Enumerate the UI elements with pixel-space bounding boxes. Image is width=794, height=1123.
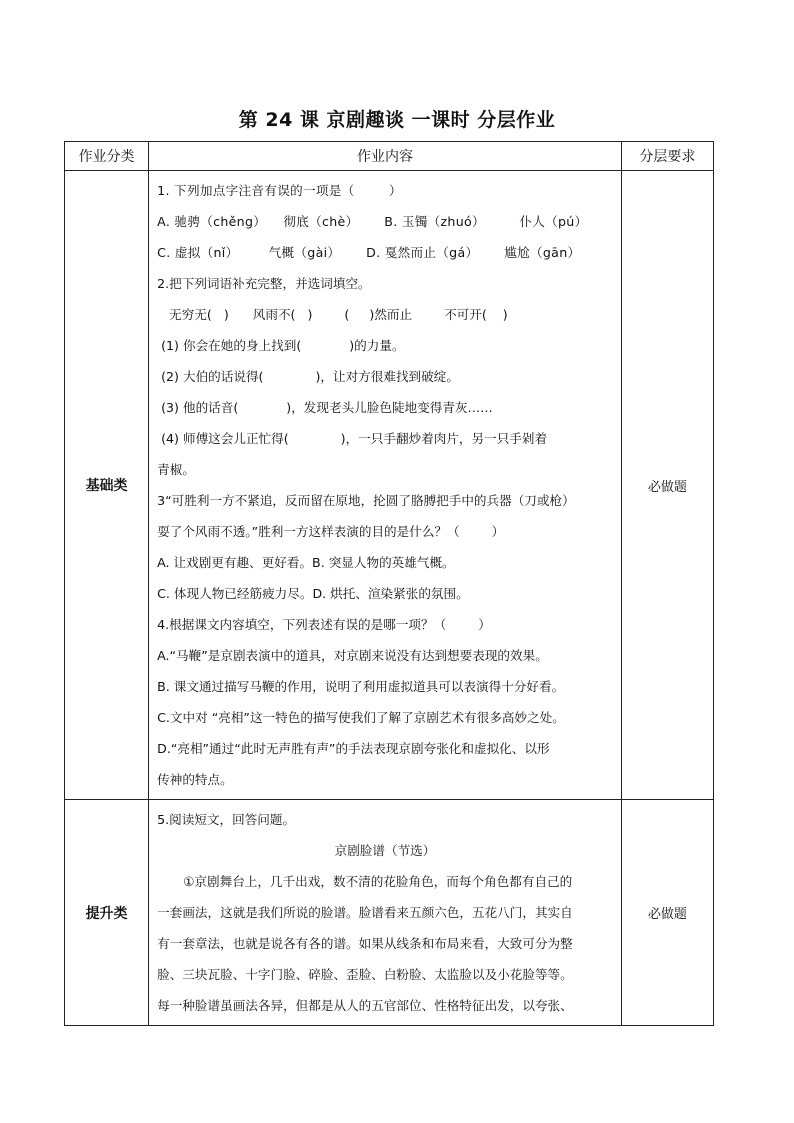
q4-option-c: C.文中对 “亮相”这一特色的描写使我们了解了京剧艺术有很多高妙之处。 xyxy=(157,710,565,725)
passage-line: 脸、三块瓦脸、十字门脸、碎脸、歪脸、白粉脸、太监脸以及小花脸等等。 xyxy=(157,967,573,982)
passage-title: 京剧脸谱（节选） xyxy=(334,843,436,858)
header-category: 作业分类 xyxy=(65,142,149,171)
q1-option-ab: A. 驰骋（chěng） 彻底（chè） B. 玉镯（zhuó） 仆人（pú） xyxy=(157,214,588,229)
basic-category: 基础类 xyxy=(65,171,149,800)
q1-stem: 1. 下列加点字注音有误的一项是（ ） xyxy=(157,183,402,198)
basic-requirement: 必做题 xyxy=(621,171,713,800)
q4-option-b: B. 课文通过描写马鞭的作用，说明了利用虚拟道具可以表演得十分好看。 xyxy=(157,679,565,694)
advanced-content xyxy=(149,800,622,1026)
homework-table xyxy=(64,141,714,1026)
q3-stem-cont: 耍了个风雨不透。”胜利一方这样表演的目的是什么？（ ） xyxy=(157,524,505,539)
advanced-category: 提升类 xyxy=(65,800,149,1026)
q3-option-ab: A. 让戏剧更有趣、更好看。B. 突显人物的英雄气概。 xyxy=(157,555,455,570)
q2-item-3: (3) 他的话音( )，发现老头儿脸色陡地变得青灰…… xyxy=(157,400,493,415)
q2-item-4-cont: 青椒。 xyxy=(157,462,195,477)
advanced-requirement: 必做题 xyxy=(621,800,713,1026)
q3-option-cd: C. 体现人物已经筋疲力尽。D. 烘托、渲染紧张的氛围。 xyxy=(157,586,469,601)
passage-line: 有一套章法，也就是说各有各的谱。如果从线条和布局来看，大致可分为整 xyxy=(157,936,573,951)
basic-content xyxy=(149,171,622,800)
q4-option-d-cont: 传神的特点。 xyxy=(157,772,233,787)
q2-item-1: (1) 你会在她的身上找到( )的力量。 xyxy=(157,338,405,353)
page-title: 第 24 课 京剧趣谈 一课时 分层作业 xyxy=(238,109,556,131)
passage-line: 每一种脸谱虽画法各异，但都是从人的五官部位、性格特征出发，以夸张、 xyxy=(157,998,573,1013)
table-header-row xyxy=(65,142,714,171)
passage-line: 一套画法，这就是我们所说的脸谱。脸谱看来五颜六色，五花八门，其实自 xyxy=(157,905,573,920)
q3-stem: 3“可胜利一方不紧追，反而留在原地，抡圆了胳膊把手中的兵器（刀或枪） xyxy=(157,493,575,508)
q4-option-a: A.“马鞭”是京剧表演中的道具，对京剧来说没有达到想要表现的效果。 xyxy=(157,648,548,663)
q5-stem: 5.阅读短文，回答问题。 xyxy=(157,812,296,827)
q4-option-d: D.“亮相”通过“此时无声胜有声”的手法表现京剧夸张化和虚拟化、以形 xyxy=(157,741,550,756)
q4-stem: 4.根据课文内容填空，下列表述有误的是哪一项？（ ） xyxy=(157,617,491,632)
header-requirement: 分层要求 xyxy=(621,142,713,171)
q2-stem: 2.把下列词语补充完整，并选词填空。 xyxy=(157,276,371,291)
basic-row xyxy=(65,171,714,800)
header-content: 作业内容 xyxy=(149,142,622,171)
q2-item-2: (2) 大伯的话说得( )，让对方很难找到破绽。 xyxy=(157,369,459,384)
advanced-row xyxy=(65,800,714,1026)
q1-option-cd: C. 虚拟（nǐ） 气概（gài） D. 戛然而止（gá） 尴尬（gān） xyxy=(157,245,581,260)
q2-words: 无穷无( ) 风雨不( ) ( )然而止 不可开( ) xyxy=(157,307,508,322)
q2-item-4: (4) 师傅这会儿正忙得( )，一只手翻炒着肉片，另一只手剁着 xyxy=(157,431,548,446)
passage-line: ①京剧舞台上，几千出戏，数不清的花脸角色，而每个角色都有自己的 xyxy=(183,874,573,889)
